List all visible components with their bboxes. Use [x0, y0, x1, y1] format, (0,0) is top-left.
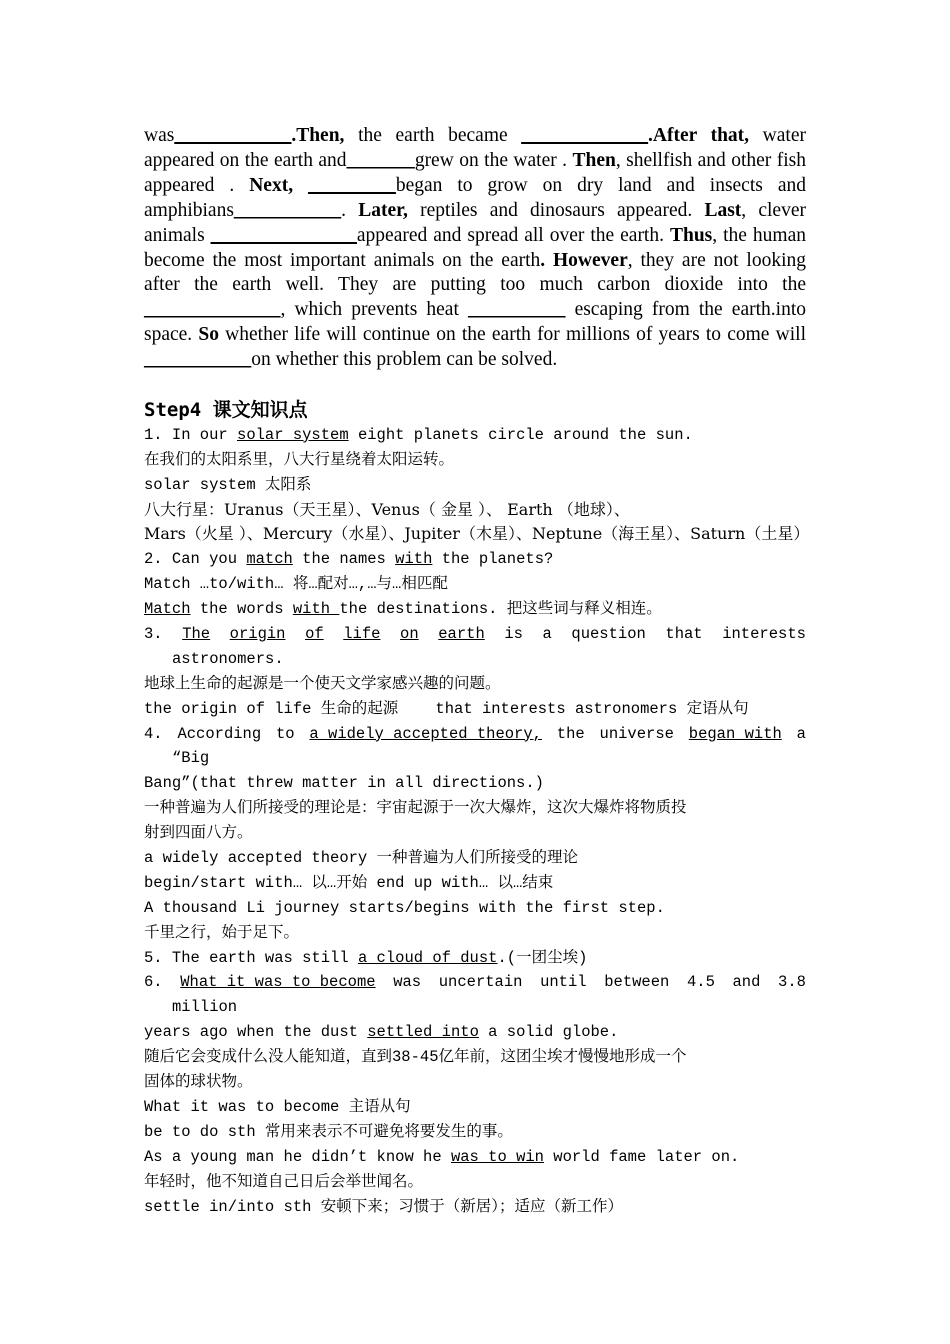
- underlined-phrase: match: [246, 550, 293, 569]
- note-3-grammar: the origin of life 生命的起源 that interests astronomers 定语从句: [144, 699, 749, 718]
- note-3-translation: 地球上生命的起源是一个使天文学家感兴趣的问题。: [144, 674, 501, 693]
- passage-keyword: . However: [540, 249, 628, 271]
- note-4-example-translation: 千里之行，始于足下。: [144, 923, 300, 942]
- passage-text: the earth became: [344, 125, 522, 146]
- underlined-phrase: with: [395, 550, 433, 569]
- passage-keyword: Then: [572, 149, 616, 171]
- blank-1: ____________: [174, 125, 292, 146]
- passage-text: whether life will continue on the earth for millions of years to come will: [218, 324, 806, 346]
- note-2-definition: Match …to/with… 将…配对…,…与…相匹配: [144, 575, 448, 594]
- passage-keyword: .Then,: [291, 125, 345, 146]
- note-3-continuation: astronomers.: [172, 649, 284, 668]
- passage-text: escaping from the earth.into space.: [144, 299, 806, 346]
- blank-8: __________: [467, 299, 566, 321]
- note-5-sentence: 5. The earth was still a cloud of dust.(一团尘埃): [144, 948, 588, 967]
- note-1-planets-line-2: Mars（火星 ）、Mercury（水星）、Jupiter（木星）、Neptune（海王星）、Saturn（土星）: [144, 524, 810, 544]
- underlined-phrase: settled into: [367, 1023, 479, 1042]
- note-4-continuation: “Big: [172, 749, 210, 768]
- passage-keyword: So: [198, 324, 219, 346]
- section-heading: Step4 课文知识点: [144, 399, 308, 421]
- blank-9: ___________: [144, 349, 252, 371]
- passage-keyword: Last: [704, 199, 742, 221]
- note-6-continuation: million: [172, 998, 238, 1017]
- blank-7: ______________: [144, 299, 281, 321]
- passage-text: , the human become the most important animals on the earth: [144, 224, 806, 271]
- note-2-example: Match the words with the destinations. 把这些词与释义相连。: [144, 600, 662, 619]
- blank-6: _______________: [210, 224, 357, 246]
- passage-text: water appeared on the earth and: [144, 125, 806, 171]
- note-6-grammar: What it was to become 主语从句: [144, 1097, 411, 1116]
- blank-5: ___________: [233, 199, 342, 221]
- note-2-sentence: 2. Can you match the names with the planets?: [144, 550, 554, 569]
- passage-keyword: Next,: [249, 174, 309, 196]
- blank-3: _______: [346, 149, 415, 171]
- note-6-settle-term: settle in/into sth 安顿下来；习惯于（新居）；适应（新工作）: [144, 1197, 623, 1216]
- passage-keyword: .After that,: [648, 125, 750, 146]
- note-6-sentence: 6. What it was to become was uncertain until between 4.5 and 3.8: [144, 970, 806, 995]
- note-6-example-translation: 年轻时，他不知道自己日后会举世闻名。: [144, 1172, 424, 1191]
- note-6-translation-1: 随后它会变成什么没人能知道，直到38-45亿年前，这团尘埃才慢慢地形成一个: [144, 1048, 687, 1067]
- underlined-phrase: a cloud of dust: [357, 948, 498, 967]
- underlined-phrase: Match: [144, 600, 191, 619]
- note-6-translation-2: 固体的球状物。: [144, 1073, 253, 1092]
- underlined-phrase: with: [292, 600, 340, 619]
- note-4-example: A thousand Li journey starts/begins with the first step.: [144, 898, 665, 917]
- underlined-phrase: a widely accepted theory,: [309, 724, 542, 743]
- passage-text: began to grow on dry land and insects and amphibians: [144, 174, 806, 221]
- note-6-example: As a young man he didn’t know he was to win world fame later on.: [144, 1147, 740, 1166]
- knowledge-notes: [144, 398, 810, 1219]
- note-3-sentence: 3. The origin of life on earth is a question that interests: [144, 625, 806, 644]
- passage-text: , they are not looking after the earth well. They are putting too much carbon dioxide into the: [144, 249, 806, 296]
- passage-text: , clever animals: [144, 199, 806, 246]
- passage-text: grew on the water .: [414, 149, 573, 171]
- note-4-sentence-end: Bang”(that threw matter in all directions.): [144, 774, 544, 793]
- passage-text: appeared and spread all over the earth.: [356, 224, 670, 246]
- underlined-phrase: was to win: [450, 1147, 544, 1166]
- note-6-usage: be to do sth 常用来表示不可避免将要发生的事。: [144, 1122, 513, 1141]
- passage-text: was: [144, 125, 175, 146]
- passage-text: , shellfish and other fish appeared .: [144, 149, 806, 196]
- note-4-translation-2: 射到四面八方。: [144, 824, 253, 843]
- passage-keyword: Later,: [358, 199, 408, 221]
- cloze-passage: [144, 124, 806, 373]
- note-1-translation: 在我们的太阳系里，八大行星绕着太阳运转。: [144, 450, 455, 469]
- passage-text: .: [341, 199, 359, 221]
- note-6-sentence-end: years ago when the dust settled into a solid globe.: [144, 1023, 619, 1042]
- note-4-sentence: 4. According to a widely accepted theory, the universe began with a: [144, 722, 806, 747]
- passage-text: reptiles and dinosaurs appeared.: [407, 199, 705, 221]
- underlined-phrase: began with: [688, 724, 782, 743]
- passage-text: , which prevents heat: [280, 299, 468, 321]
- passage-keyword: Thus: [669, 224, 713, 246]
- blank-2: _____________: [521, 125, 649, 146]
- passage-text: on whether this problem can be solved.: [251, 349, 558, 371]
- note-1-term: solar system 太阳系: [144, 475, 312, 494]
- underlined-phrase: What it was to become: [180, 973, 376, 992]
- underlined-phrase: solar system: [237, 425, 349, 444]
- note-4-translation-1: 一种普遍为人们所接受的理论是：宇宙起源于一次大爆炸，这次大爆炸将物质投: [144, 799, 687, 818]
- note-4-term-1: a widely accepted theory 一种普遍为人们所接受的理论: [144, 849, 579, 868]
- note-4-term-2: begin/start with… 以…开始 end up with… 以…结束: [144, 873, 554, 892]
- note-1-planets-line-1: 八大行星：Uranus（天王星）、Venus（ 金星 ）、 Earth （地球）、: [144, 499, 630, 519]
- blank-4: _________: [308, 174, 396, 196]
- note-1-sentence: 1. In our solar system eight planets circle around the sun.: [144, 425, 693, 444]
